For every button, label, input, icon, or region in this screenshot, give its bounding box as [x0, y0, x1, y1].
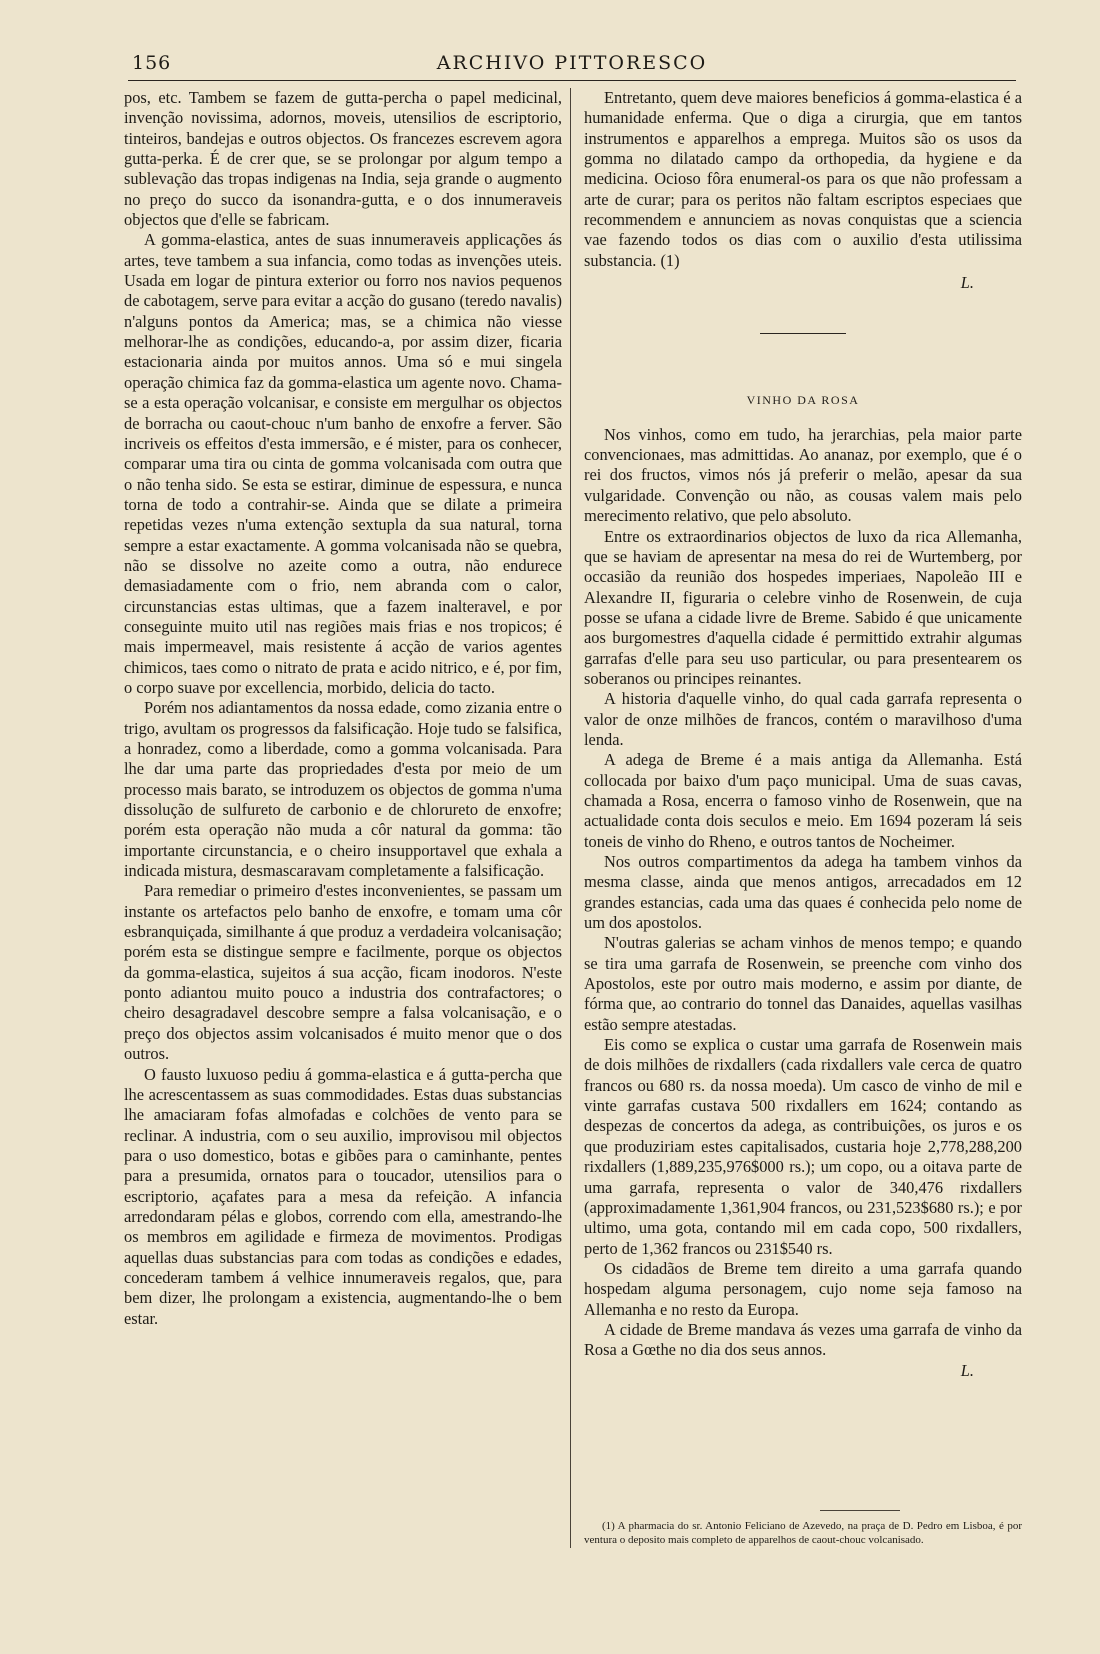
section-title: VINHO DA ROSA [746, 393, 860, 408]
paragraph: N'outras galerias se acham vinhos de menos tempo; e quando se tira uma garrafa de Rosenwein, se preenche com vinho dos Apostolos, este por outro mais moderno, e assim por diante, de fórma que, ao contrario do tonnel das Danaides, aquellas vasilhas estão sempre atestadas. [584, 933, 1022, 1034]
left-column [124, 88, 562, 1329]
paragraph: Para remediar o primeiro d'estes inconvenientes, se passam um instante os artefactos pelo banho de enxofre, e tomam uma côr esbranquiçada, similhante á que produz a verdadeira volcanisação; porém esta se distingue sempre e facilmente, porque os objectos da gomma-elastica, sujeitos á sua acção, ficam inodoros. N'este ponto adiantou muito pouco a industria dos contrafactores; o cheiro desagradavel descobre sempre a falsa volcanisação, e o preço dos objectos assim volcanisados é muito menor que o dos outros. [124, 881, 562, 1064]
running-title: ARCHIVO PITTORESCO [436, 52, 708, 74]
author-signature: L. [960, 1360, 974, 1380]
paragraph: Entretanto, quem deve maiores beneficios á gomma-elastica é a humanidade enferma. Que o diga a cirurgia, que em tantos instrumentos e apparelhos a emprega. Muitos são os usos da gomma no dilatado campo da orthopedia, da hygiene e da medicina. Ocioso fôra enumeral-os para os que não professam a arte de curar; para os peritos não faltam escriptos especiaes que recommendem e annunciem as novas conquistas que a sciencia vae fazendo todos os dias com o auxilio d'esta utilissima substancia. (1) [584, 88, 1022, 270]
page-number: 156 [132, 52, 172, 74]
header-rule [128, 80, 1016, 81]
right-column [584, 88, 1022, 1381]
footnote [584, 1520, 1022, 1547]
paragraph: Porém nos adiantamentos da nossa edade, como zizania entre o trigo, avultam os progressos da falsificação. Hoje tudo se falsifica, a honradez, como a liberdade, como a gomma volcanisada. Para lhe dar uma parte das propriedades d'esta por meio de um processo mais barato, se introduzem os objectos de gomma n'uma dissolução de sulfureto de carbonio e de chloruretо de enxofre; porém esta operação não muda a côr natural da gomma: tão importante circunstancia, e o cheiro insupportavel que exhala a indicada mistura, desmascaravam completamente a falsificação. [124, 698, 562, 881]
section-separator [760, 333, 846, 334]
paragraph: A adega de Breme é a mais antiga da Allemanha. Está collocada por baixo d'um paço municipal. Uma de suas cavas, chamada a Rosa, encerra o famoso vinho de Rosenwein, que na actualidade conta dois seculos e meio. Em 1694 pozeram lá seis toneis de vinho do Rheno, e outros tantos de Nocheimer. [584, 750, 1022, 851]
column-divider [570, 88, 571, 1548]
paragraph: Eis como se explica o custar uma garrafa de Rosenwein mais de dois milhões de rixdallers (cada rixdallers vale cerca de quatro francos ou 680 rs. da nossa moeda). Um casco de vinho de mil e vinte garrafas custava 500 rixdallers em 1624; contando as despezas de concertos da adega, as contribuições, os juros e os que produziriam estes capitalisados, custaria hoje 2,778,288,200 rixdallers (1,889,235,976$000 rs.); um copo, ou a oitava parte de uma garrafa, representa o valor de 340,476 rixdallers (approximadamente 1,361,904 francos, ou 231,523$680 rs.); e por ultimo, uma gota, contando mil em cada copo, 500 rixdallers, perto de 1,362 francos ou 231$540 rs. [584, 1035, 1022, 1258]
paragraph: Os cidadãos de Breme tem direito a uma garrafa quando hospedam alguma personagem, cujo nome seja famoso na Allemanha e no resto da Europa. [584, 1258, 1022, 1319]
footnote-rule [820, 1510, 900, 1511]
paragraph: A historia d'aquelle vinho, do qual cada garrafa representa o valor de onze milhões de francos, contém o maravilhoso d'uma lenda. [584, 689, 1022, 749]
paragraph: A gomma-elastica, antes de suas innumeraveis applicações ás artes, teve tambem a sua infancia, como todas as invenções uteis. Usada em logar de pintura exterior ou forro nos navios pequenos de cabotagem, serve para evitar a acção do gusano (teredo navalis) n'alguns pontos da America; mas, se a chimica não viesse melhorar-lhe as condições, educando-a, por assim dizer, ficaria estacionaria ainda por muitos annos. Uma só e mui singela operação chimica faz da gomma-elastica um agente novo. Chama-se a esta operação volcanisar, e consiste em mergulhar os objectos de borracha ou caout-chouc n'um banho de enxofre a ferver. São incriveis os effeitos d'esta immersão, e é mister, para os conhecer, comparar uma tira ou cinta de gomma volcanisada com outra que o não tenha sido. Se esta se estirar, diminue de espessura, e nunca torna de todo a contrahir-se. Ainda que se dilate a primeira repetidas vezes n'uma extenção sextupla da sua natural, torna sempre a estar exactamente. A gomma volcanisada não se quebra, não se dissolve no azeite como a outra, não endurece demasiadamente com o frio, nem abranda com o calor, circunstancias estas ultimas, que a fazem inalteravel, e por conseguinte muito util nas regiões mais frias e nos tropicos; é mais impermeavel, mais resistente á acção de varios agentes chimicos, taes como o nitrato de prata e acido nitrico, e é, por fim, o corpo suave por excellencia, morbido, delicia do tacto. [124, 230, 562, 697]
footnote-text: (1) A pharmacia do sr. Antonio Feliciano de Azevedo, na praça de D. Pedro em Lisboa, é por ventura o deposito mais completo de apparelhos de caout-chouc volcanisado. [584, 1520, 1022, 1546]
author-signature: L. [960, 273, 974, 293]
paragraph: pos, etc. Tambem se fazem de gutta-percha o papel medicinal, invenção novissima, adornos, moveis, utensilios de escriptorio, tinteiros, bandejas e outros objectos. Os francezes escrevem agora gutta-perka. É de crer que, se se prolongar por algum tempo a sublevação das tropas indigenas na India, seja grande o augmento no preço do succo da isonandra-gutta, e o dos innumeraveis objectos que d'elle se fabricam. [124, 88, 562, 230]
paragraph: Entre os extraordinarios objectos de luxo da rica Allemanha, que se haviam de apresentar na mesa do rei de Wurtemberg, por occasião da reunião dos hospedes imperiaes, Napoleão III e Alexandre II, figuraria o celebre vinho de Rosenwein, de cuja posse se ufana a cidade livre de Breme. Sabido é que unicamente aos burgomestres d'aquella cidade é permittido extrahir algumas garrafas d'elle para seu uso particular, ou para presentearem os soberanos ou principes reinantes. [584, 526, 1022, 688]
paragraph: A cidade de Breme mandava ás vezes uma garrafa de vinho da Rosa a Gœthe no dia dos seus annos. [584, 1319, 1022, 1360]
paragraph: O fausto luxuoso pediu á gomma-elastica e á gutta-percha que lhe acrescentassem as suas commodidades. Estas duas substancias lhe amaciaram fofas almofadas e colchões de vento para se reclinar. A industria, com o seu auxilio, improvisou mil objectos para o uso domestico, botas e gibões para o caminhante, pentes para a presumida, ornatos para o toucador, utensilios para o escriptorio, açafates para a mesa da refeição. A infancia arredondaram pélas e globos, correndo com ella, amestrando-lhe os membros em agilidade e firmeza de movimentos. Prodigas aquellas duas substancias para com todas as condições e edades, concederam tambem á velhice innumeraveis regalos, que, para bem dizer, lhe prolongam a existencia, augmentando-lhe o bem estar. [124, 1064, 562, 1328]
paragraph: Nos vinhos, como em tudo, ha jerarchias, pela maior parte convencionaes, mas admittidas. Ao ananaz, por exemplo, que é o rei dos fructos, vimos nós já preferir o melão, apesar da sua vulgaridade. Convenção ou não, as cousas valem mais pelo merecimento relativo, que pelo absoluto. [584, 424, 1022, 526]
paragraph: Nos outros compartimentos da adega ha tambem vinhos da mesma classe, ainda que menos antigos, arrecadados em 12 grandes estancias, cada uma das quaes é conhecida pelo nome de um dos apostolos. [584, 852, 1022, 933]
